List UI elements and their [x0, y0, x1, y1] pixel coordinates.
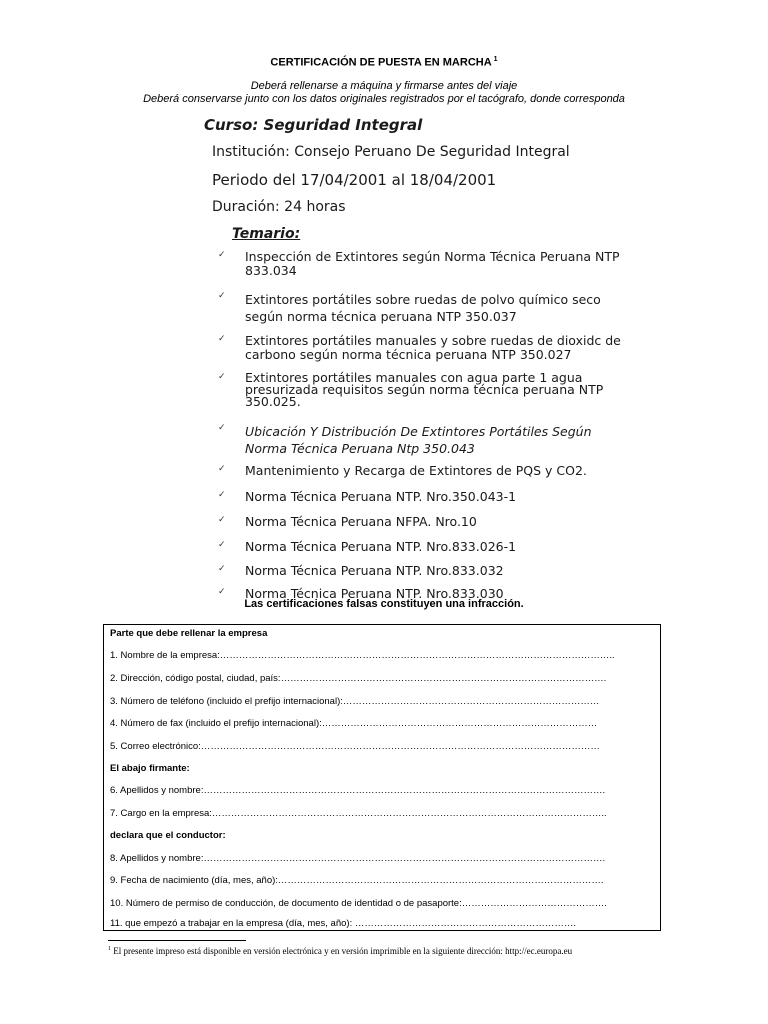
- topic-text: Inspección de Extintores según Norma Técnica Peruana NTP 833.034: [245, 249, 620, 278]
- course-period: Periodo del 17/04/2001 al 18/04/2001: [212, 171, 497, 189]
- topic-text: Mantenimiento y Recarga de Extintores de PQS y CO2.: [245, 463, 587, 478]
- checkmark-icon: ✓: [218, 564, 226, 574]
- field-phone[interactable]: 3. Número de teléfono (incluido el prefijo internacional):………………………………………………………………………: [110, 696, 600, 707]
- false-certification-warning: Las certificaciones falsas constituyen una infracción.: [244, 598, 524, 610]
- footnote-reference: 1: [493, 56, 498, 63]
- checkmark-icon: ✓: [218, 587, 226, 597]
- checkmark-icon: ✓: [218, 515, 226, 525]
- field-fax[interactable]: 4. Número de fax (incluido el prefijo internacional):……………………………………………………………………………: [110, 718, 598, 729]
- footnote-separator: [108, 940, 246, 941]
- topic-text: Extintores portátiles manuales con agua parte 1 agua presurizada requisitos según norma técnica peruana NTP 350.025.: [245, 370, 604, 409]
- checkmark-icon: ✓: [218, 540, 226, 550]
- topic-text: Ubicación Y Distribución De Extintores Portátiles Según Norma Técnica Peruana Ntp 350.043: [245, 424, 592, 456]
- field-driver-name[interactable]: 8. Apellidos y nombre:……………………………………………………………………………………………………………….: [110, 853, 606, 864]
- section-driver-heading: declara que el conductor:: [110, 830, 226, 841]
- checkmark-icon: ✓: [218, 250, 226, 260]
- field-company-address[interactable]: 2. Dirección, código postal, ciudad, país:………………………………………………………………………………………….: [110, 673, 607, 684]
- field-driver-license[interactable]: 10. Número de permiso de conducción, de documento de identidad o de pasaporte:……………………………………….: [110, 898, 607, 909]
- section-company-heading: Parte que debe rellenar la empresa: [110, 628, 268, 639]
- footnote: [108, 946, 572, 956]
- document-title: CERTIFICACIÓN DE PUESTA EN MARCHA $^1$: [270, 56, 498, 69]
- checkmark-icon: ✓: [218, 334, 226, 344]
- footnote-text: El presente impreso está disponible en versión electrónica y en versión imprimible en la siguiente dirección: http://ec.europa.eu: [113, 946, 573, 956]
- checkmark-icon: ✓: [218, 490, 226, 500]
- subtitle-instruction-2: Deberá conservarse junto con los datos originales registrados por el tacógrafo, donde corresponda: [143, 93, 625, 105]
- field-signer-name[interactable]: 6. Apellidos y nombre:……………………………………………………………………………………………………………….: [110, 785, 606, 796]
- checkmark-icon: ✓: [218, 464, 226, 474]
- course-title: Curso: Seguridad Integral: [204, 116, 423, 134]
- temario-heading: Temario:: [232, 226, 301, 242]
- company-form: [103, 624, 661, 931]
- topic-text: Extintores portátiles sobre ruedas de polvo químico seco según norma técnica peruana NTP 350.037: [245, 292, 601, 324]
- section-signer-heading: El abajo firmante:: [110, 763, 190, 774]
- field-email[interactable]: 5. Correo electrónico:………………………………………………………………………………………………………………: [110, 741, 600, 752]
- checkmark-icon: ✓: [218, 372, 226, 382]
- scanned-course-image: [196, 112, 636, 600]
- field-driver-start-date[interactable]: 11. que empezó a trabajar en la empresa (día, mes, año): …………………………………………………………….: [110, 918, 576, 929]
- topic-text: Norma Técnica Peruana NTP. Nro.833.032: [245, 563, 504, 578]
- field-company-name[interactable]: 1. Nombre de la empresa:……………………………………………………………………………………………………………..: [110, 650, 615, 661]
- course-institution: Institución: Consejo Peruano De Seguridad Integral: [212, 144, 570, 160]
- topic-text: Norma Técnica Peruana NTP. Nro.350.043-1: [245, 489, 517, 504]
- topic-text: Extintores portátiles manuales y sobre ruedas de dioxidc de carbono según norma técnica peruana NTP 350.027: [245, 333, 621, 362]
- footnote-marker: 1: [108, 946, 111, 952]
- topic-text: Norma Técnica Peruana NFPA. Nro.10: [245, 514, 477, 529]
- subtitle-instruction-1: Deberá rellenarse a máquina y firmarse antes del viaje: [250, 80, 518, 92]
- checkmark-icon: ✓: [218, 291, 226, 301]
- course-duration: Duración: 24 horas: [212, 199, 346, 215]
- field-driver-birthdate[interactable]: 9. Fecha de nacimiento (día, mes, año):………………………………………………………………………………………….: [110, 875, 604, 886]
- topic-text: Norma Técnica Peruana NTP. Nro.833.030: [245, 586, 504, 600]
- topic-text: Norma Técnica Peruana NTP. Nro.833.026-1: [245, 539, 517, 554]
- checkmark-icon: ✓: [218, 423, 226, 433]
- field-signer-position[interactable]: 7. Cargo en la empresa:……………………………………………………………………………………………………………..: [110, 808, 607, 819]
